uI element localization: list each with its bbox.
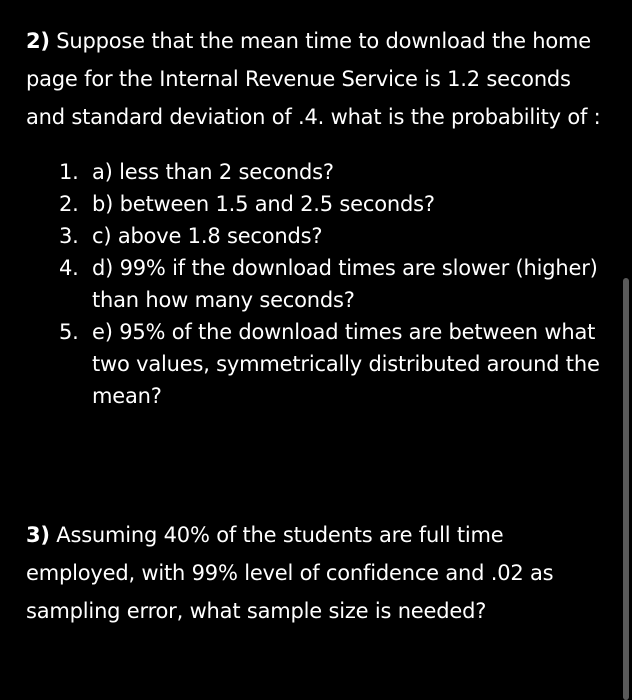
question-2	[26, 22, 606, 136]
question-3-text: Assuming 40% of the students are full time employed, with 99% level of confidence and .02 as sampling error, what sample size is needed?	[26, 523, 554, 623]
question-3	[26, 516, 606, 630]
list-item	[26, 188, 606, 220]
list-item	[26, 156, 606, 188]
question-3-number: 3)	[26, 523, 50, 547]
question-2-number: 2)	[26, 29, 50, 53]
document-body	[26, 22, 606, 630]
list-item-text: d) 99% if the download times are slower (higher) than how many seconds?	[92, 256, 598, 312]
spacer	[26, 412, 606, 516]
question-2-text: Suppose that the mean time to download the home page for the Internal Revenue Service is 1.2 seconds and standard deviation of .4. what is the probability of :	[26, 29, 601, 129]
list-item-text: e) 95% of the download times are between what two values, symmetrically distributed around the mean?	[92, 320, 600, 408]
list-item-text: c) above 1.8 seconds?	[92, 224, 323, 248]
list-item	[26, 316, 606, 412]
list-item-text: b) between 1.5 and 2.5 seconds?	[92, 192, 435, 216]
list-item-marker: 5.	[59, 320, 79, 344]
list-item	[26, 220, 606, 252]
list-item-marker: 1.	[59, 160, 79, 184]
list-item-marker: 2.	[59, 192, 79, 216]
list-item-text: a) less than 2 seconds?	[92, 160, 334, 184]
list-item	[26, 252, 606, 316]
list-item-marker: 3.	[59, 224, 79, 248]
list-item-marker: 4.	[59, 256, 79, 280]
question-2-parts-list	[26, 156, 606, 412]
vertical-scrollbar[interactable]	[623, 278, 629, 700]
